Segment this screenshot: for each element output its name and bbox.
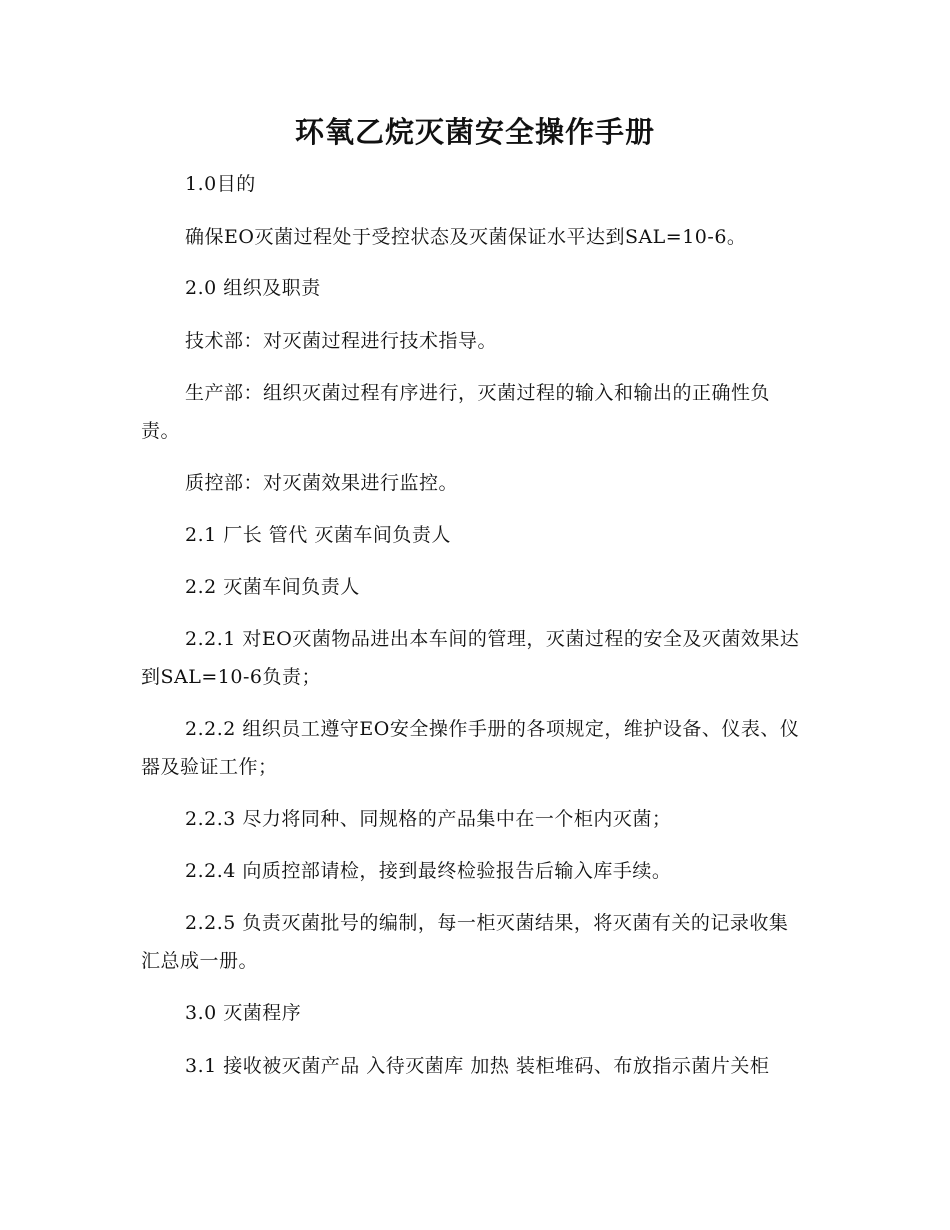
paragraph-tech-dept: 技术部：对灭菌过程进行技术指导。 [185,330,498,352]
paragraph-production-dept: 生产部：组织灭菌过程有序进行，灭菌过程的输入和输出的正确性负责。 [141,382,771,442]
paragraph-2-1: 2.1 厂长 管代 灭菌车间负责人 [185,524,451,546]
paragraph-1-0-purpose: 1.0目的 [185,173,256,195]
document-title: 环氧乙烷灭菌安全操作手册 [294,115,655,149]
paragraph-3-1: 3.1 接收被灭菌产品 入待灭菌库 加热 装柜堆码、布放指示菌片关柜 [185,1055,770,1077]
paragraph-2-2-3: 2.2.3 尽力将同种、同规格的产品集中在一个柜内灭菌； [185,808,672,830]
paragraph-2-2-2: 2.2.2 组织员工遵守EO安全操作手册的各项规定，维护设备、仪表、仪器及验证工作； [141,718,800,778]
paragraph-2-2-1: 2.2.1 对EO灭菌物品进出本车间的管理，灭菌过程的安全及灭菌效果达到SAL=10-6负责； [141,628,800,688]
paragraph-2-2-5: 2.2.5 负责灭菌批号的编制，每一柜灭菌结果，将灭菌有关的记录收集汇总成一册。 [141,912,789,972]
paragraph-purpose-text: 确保EO灭菌过程处于受控状态及灭菌保证水平达到SAL=10-6。 [185,226,747,248]
paragraph-3-0-procedure: 3.0 灭菌程序 [185,1002,302,1024]
paragraph-2-2: 2.2 灭菌车间负责人 [185,576,360,598]
paragraph-2-0-organization: 2.0 组织及职责 [185,277,321,299]
paragraph-2-2-4: 2.2.4 向质控部请检，接到最终检验报告后输入库手续。 [185,860,672,882]
paragraph-qc-dept: 质控部：对灭菌效果进行监控。 [185,472,459,494]
